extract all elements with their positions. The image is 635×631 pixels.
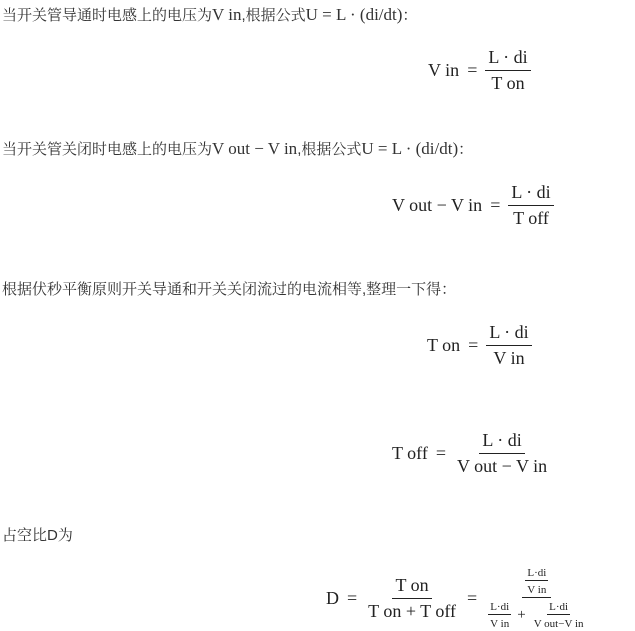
eq5-equals-1: =: [347, 588, 358, 608]
equation-duty-cycle: [326, 567, 589, 630]
eq5-bottom-fraction-1: [488, 601, 511, 630]
eq3-fraction: [486, 322, 531, 369]
eq3-denominator: V in: [493, 348, 525, 368]
equation-ton: [427, 322, 532, 369]
eq2-numerator: L · di: [508, 182, 553, 206]
equation-vout-minus-vin: [392, 182, 554, 229]
eq5-bottom-1-numerator: L·di: [490, 601, 510, 613]
eq5-bottom-fraction-2: [532, 601, 586, 630]
eq3-equals: =: [468, 335, 479, 355]
eq4-numerator: L · di: [479, 430, 524, 454]
paragraph-switch-on: [2, 5, 417, 26]
paragraph-switch-on-prefix: 当开关管导通时电感上的电压为: [2, 7, 213, 24]
eq1-equals: =: [467, 60, 478, 80]
paragraph-volt-second-balance: [2, 280, 456, 300]
vout-minus-vin-inline: V out − V in: [212, 139, 298, 158]
eq2-denominator: T off: [513, 208, 549, 228]
eq3-lhs: T on: [427, 335, 461, 355]
paragraph-switch-on-mid: ,根据公式: [241, 7, 306, 24]
eq5-fraction-ton: [365, 575, 459, 622]
paragraph-switch-on-end: ：: [402, 7, 418, 24]
eq5-numerator: T on: [392, 575, 431, 599]
formula-inline: U = L · (di/dt): [305, 5, 403, 24]
eq1-denominator: T on: [491, 73, 525, 93]
vin-inline: V in: [212, 5, 242, 24]
eq1-numerator: L · di: [485, 47, 530, 71]
formula-inline-2: U = L · (di/dt): [361, 139, 459, 158]
eq5-denominator: T on + T off: [368, 601, 456, 621]
paragraph-switch-off-end: ：: [458, 141, 474, 158]
paragraph-switch-off: [2, 139, 473, 160]
eq5-compound-fraction: [485, 567, 588, 630]
paragraph-switch-off-mid: ,根据公式: [297, 141, 362, 158]
eq1-lhs: V in: [428, 60, 460, 80]
eq2-fraction: [508, 182, 553, 229]
eq4-denominator: V out − V in: [457, 456, 548, 476]
eq5-compound-denominator: [485, 598, 588, 630]
paragraph-duty-cycle-text: 占空比D为: [2, 527, 73, 544]
eq5-plus: +: [517, 607, 526, 623]
eq5-bottom-1-denominator: V in: [490, 618, 510, 630]
eq2-equals: =: [490, 195, 501, 215]
equation-vin: [428, 47, 531, 94]
eq5-compound-numerator: [522, 567, 551, 598]
eq4-fraction: [454, 430, 550, 477]
eq5-lhs: D: [326, 588, 339, 608]
eq4-equals: =: [435, 443, 446, 463]
eq5-top-denominator: V in: [527, 584, 547, 596]
eq5-bottom-2-numerator: L·di: [549, 601, 569, 613]
paragraph-duty-cycle: [2, 526, 73, 546]
eq4-lhs: T off: [392, 443, 428, 463]
eq5-equals-2: =: [467, 588, 478, 608]
equation-toff: [392, 430, 550, 477]
eq3-numerator: L · di: [486, 322, 531, 346]
eq5-bottom-2-denominator: V out−V in: [533, 618, 584, 630]
eq2-lhs: V out − V in: [392, 195, 483, 215]
eq1-fraction: [485, 47, 530, 94]
paragraph-volt-second-balance-text: 根据伏秒平衡原则开关导通和开关关闭流过的电流相等,整理一下得：: [2, 281, 457, 298]
eq5-top-numerator: L·di: [527, 567, 547, 579]
eq5-top-fraction: [525, 567, 548, 596]
paragraph-switch-off-prefix: 当开关管关闭时电感上的电压为: [2, 141, 213, 158]
